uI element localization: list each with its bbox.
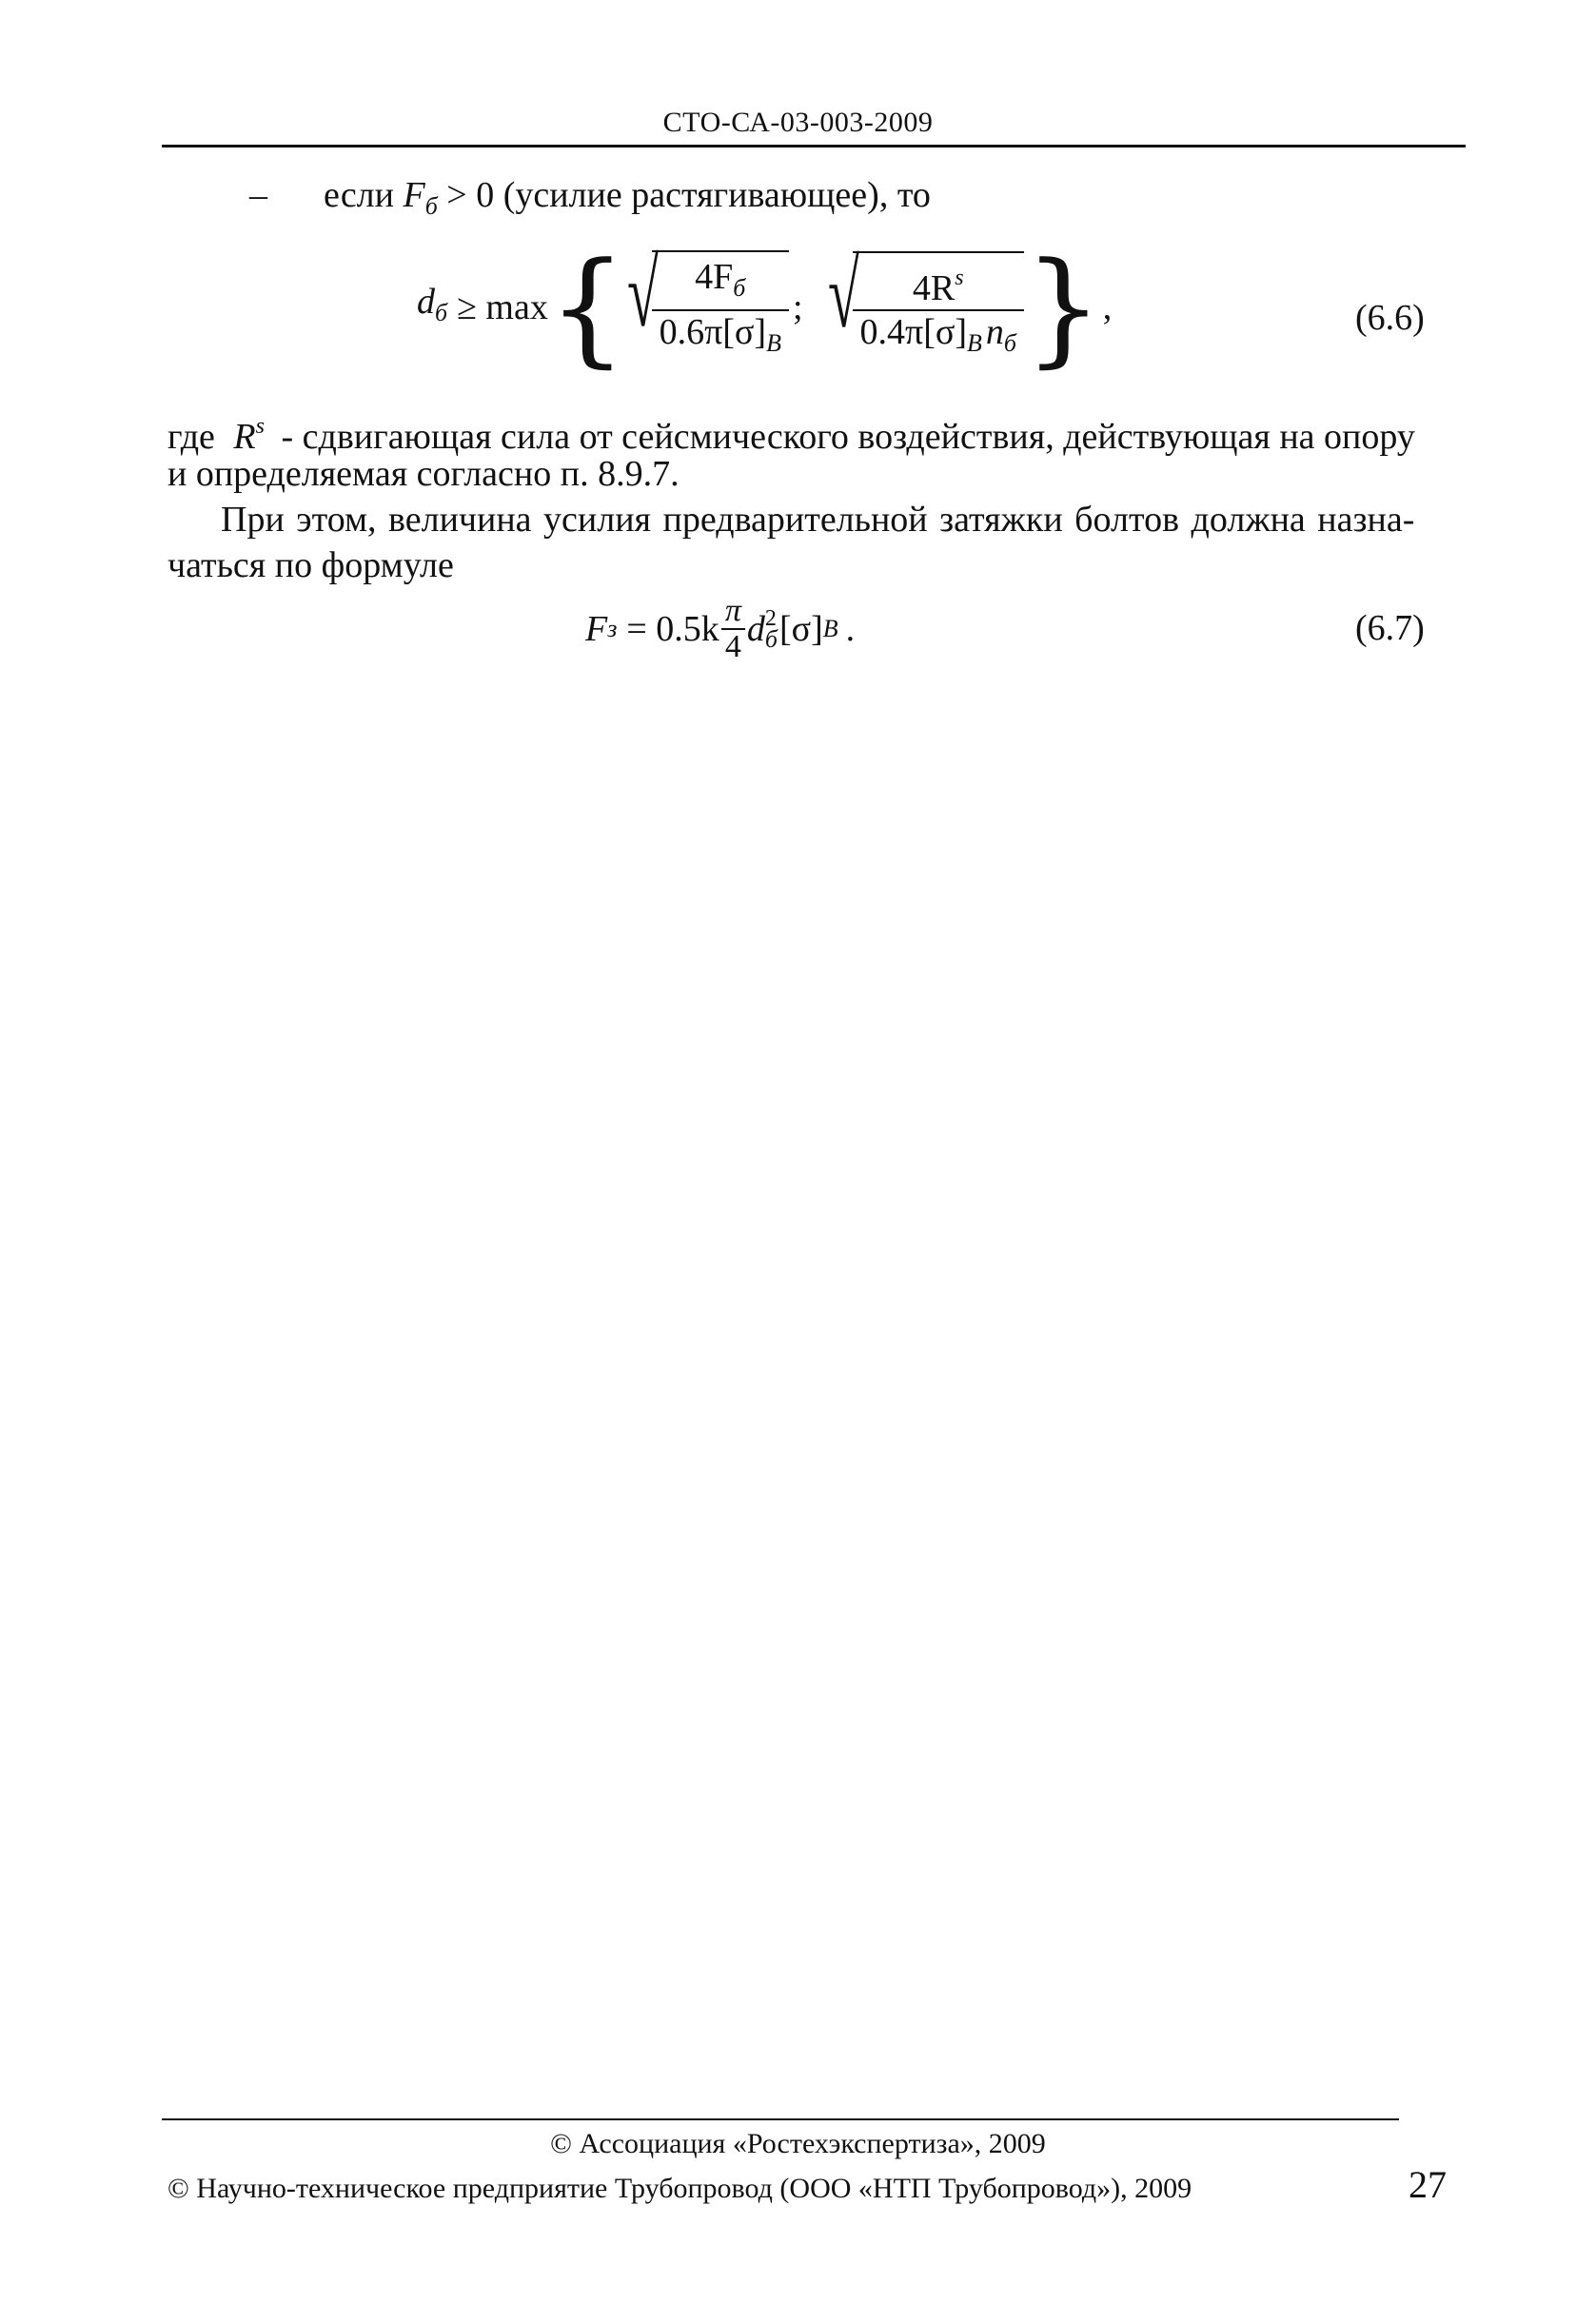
footer-copyright-association: © Ассоциация «Ростехэкспертиза», 2009 [550,2128,1046,2159]
eq67-pi-over-4: $\frac{\pi}{4}$ [721,594,745,664]
left-brace: { [547,235,627,380]
where-line-1: где $R^s$ - сдвигающая сила от сейсмического воздействия, действующая на опору [167,414,1415,457]
paragraph-line-1: При этом, величина усилия предварительной затяжки болтов должна назна- [221,500,1415,540]
eq66-lhs: $d_б$ [417,282,448,326]
equation-number-6-7: (6.7) [1355,608,1425,648]
force-sub: б [424,192,438,220]
condition-prefix: если [324,175,394,215]
right-brace: } [1023,235,1103,380]
force-var: F [403,175,425,215]
eq66-geq-max: ≥ max [457,287,548,327]
eq66-trailing: , [1102,287,1113,327]
header-rule [162,145,1466,148]
condition-relation: > 0 [446,175,495,215]
eq66-separator: ; [792,287,803,327]
footer-copyright-company: © Научно-техническое предприятие Трубопровод (ООО «НТП Трубопровод»), 2009 [167,2173,1192,2204]
equation-6-6 [417,236,1112,379]
eq66-sqrt-term2: √ $\frac{4R^s}{0.4\pi[\sigma]_B n_б}$ [828,251,1024,364]
equation-number-6-6: (6.6) [1355,298,1425,338]
equation-6-7: F з = 0.5k $\frac{\pi}{4}$ d 2 б [σ] B . [585,593,856,664]
footer-rule [162,2118,1399,2120]
eq66-sqrt-term1: √ $\frac{4F_б}{0.6\pi[\sigma]_B}$ [627,250,789,364]
condition-line [249,171,931,230]
paragraph-line-2: чаться по формуле [167,545,454,585]
document-code: СТО-СА-03-003-2009 [662,107,934,138]
list-dash: – [249,175,267,215]
condition-suffix: (усилие растягивающее), то [502,175,931,215]
page-number: 27 [1409,2163,1447,2206]
where-line-2: и определяемая согласно п. 8.9.7. [167,454,680,494]
